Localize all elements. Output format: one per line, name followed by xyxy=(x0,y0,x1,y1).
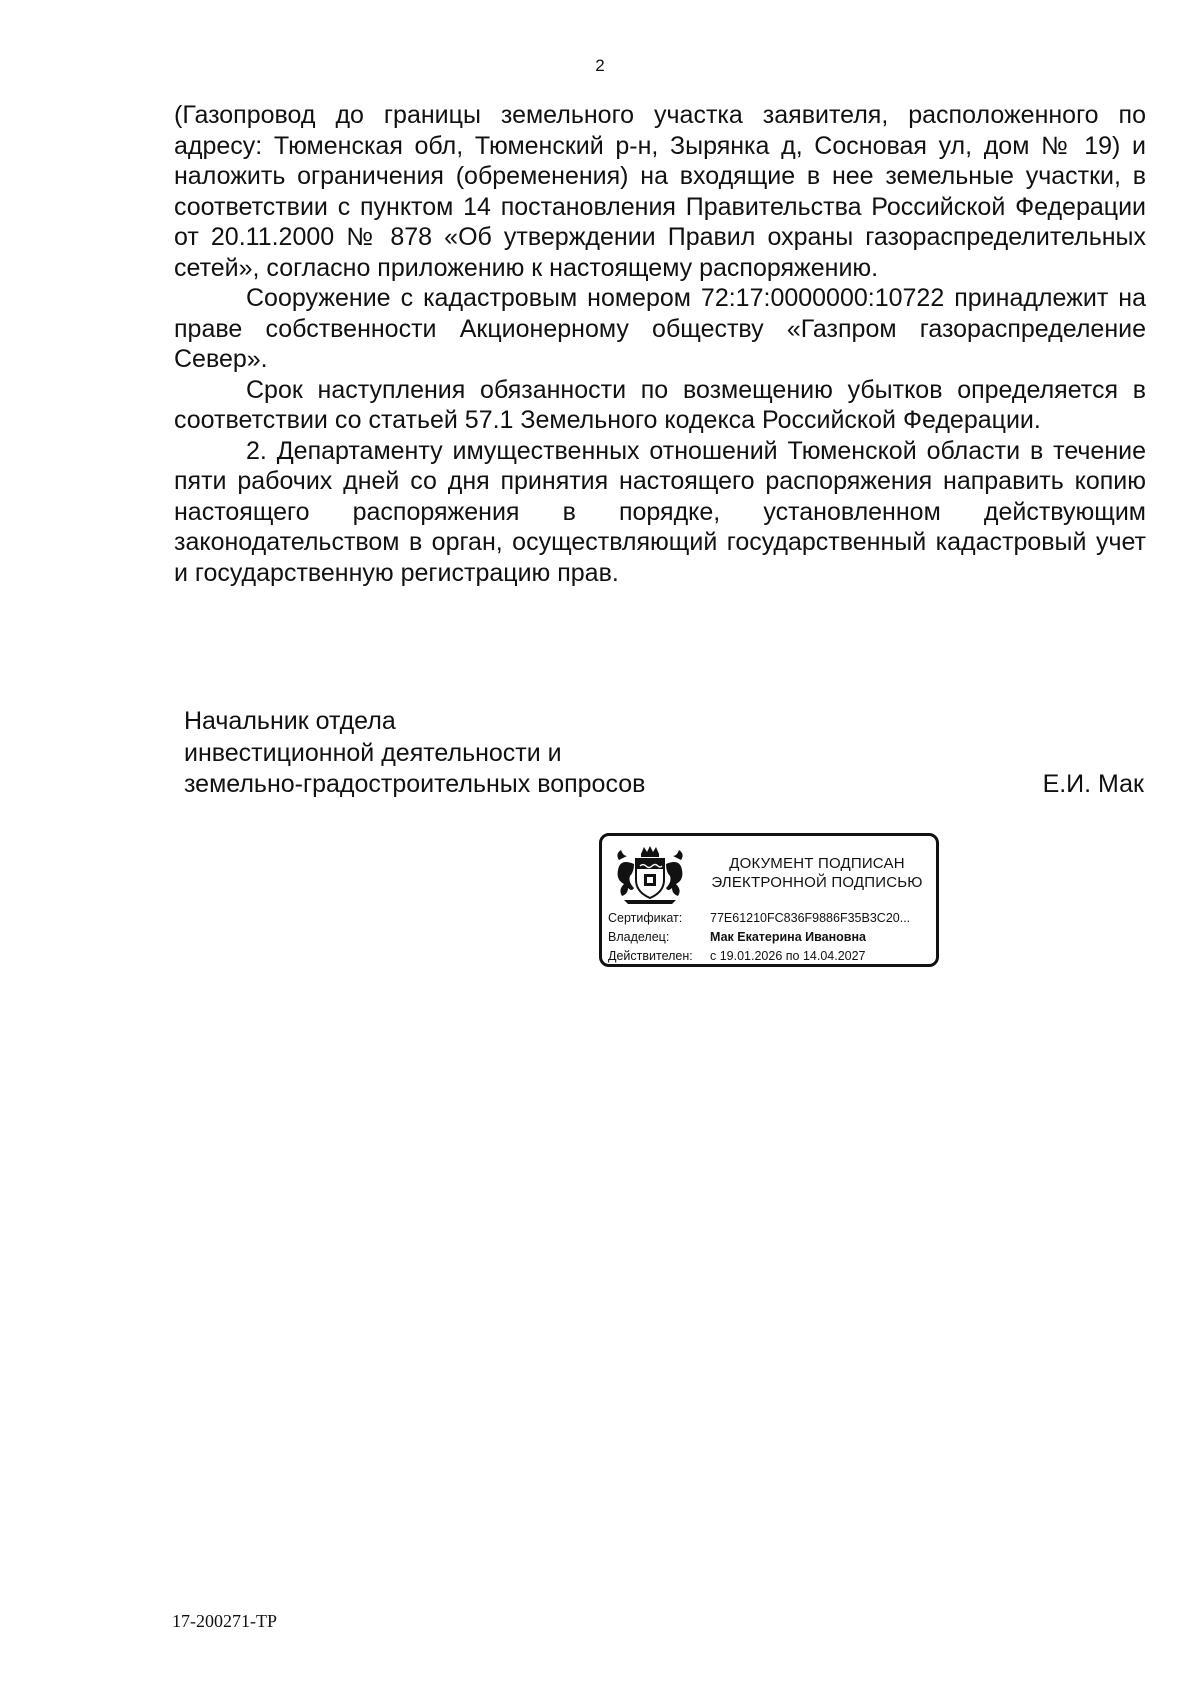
validity-value: с 19.01.2026 по 14.04.2027 xyxy=(710,949,866,963)
paragraph-department-instruction: 2. Департаменту имущественных отношений Тюменской области в течение пяти рабочих дней со дня принятия настоящего распоряжения направить копию настоящего распоряжения в порядке, установленном действующим законодательством в орган, осуществляющий государственный кадастровый учет и государственную регистрацию прав. xyxy=(174,436,1146,587)
page-number: 2 xyxy=(595,56,605,75)
signature-block xyxy=(184,706,1144,801)
certificate-label: Сертификат: xyxy=(608,911,683,925)
document-body xyxy=(174,100,1146,588)
document-code: 17-200271-ТР xyxy=(172,1611,277,1631)
electronic-signature-stamp xyxy=(599,833,939,967)
stamp-details xyxy=(608,909,938,966)
signatory-position-line: инвестиционной деятельности и xyxy=(184,738,562,767)
paragraph-ownership: Сооружение с кадастровым номером 72:17:0000000:10722 принадлежит на праве собственности Акционерному обществу «Газпром газораспределение Север». xyxy=(174,284,1146,373)
signatory-name: Е.И. Мак xyxy=(1042,770,1144,798)
tyumen-coat-of-arms-icon xyxy=(610,844,690,906)
stamp-row-certificate xyxy=(608,909,938,928)
signatory-position-line: Начальник отдела xyxy=(184,707,396,735)
owner-label: Владелец: xyxy=(608,930,670,944)
paragraph-damages-term: Срок наступления обязанности по возмещению убытков определяется в соответствии со статьей 57.1 Земельного кодекса Российской Федерации. xyxy=(174,375,1146,434)
certificate-value: 77E61210FC836F9886F35B3C20... xyxy=(710,911,911,925)
signatory-position-line: земельно-градостроительных вопросов xyxy=(184,770,646,798)
stamp-header xyxy=(702,854,932,892)
stamp-header-line: ЭЛЕКТРОННОЙ ПОДПИСЬЮ xyxy=(711,874,923,891)
stamp-row-owner xyxy=(608,928,938,947)
stamp-row-validity xyxy=(608,947,938,966)
owner-value: Мак Екатерина Ивановна xyxy=(710,930,866,944)
validity-label: Действителен: xyxy=(608,949,693,963)
stamp-header-line: ДОКУМЕНТ ПОДПИСАН xyxy=(729,855,905,872)
paragraph-gas-pipeline: (Газопровод до границы земельного участка заявителя, расположенного по адресу: Тюменская обл, Тюменский р-н, Зырянка д, Сосновая ул, дом № 19) и наложить ограничения (обременения) на входящие в нее земельные участки, в соответствии с пунктом 14 постановления Правительства Российской Федерации от 20.11.2000 № 878 «Об утверждении Правил охраны газораспределительных сетей», согласно приложению к настоящему распоряжению. xyxy=(174,101,1146,282)
